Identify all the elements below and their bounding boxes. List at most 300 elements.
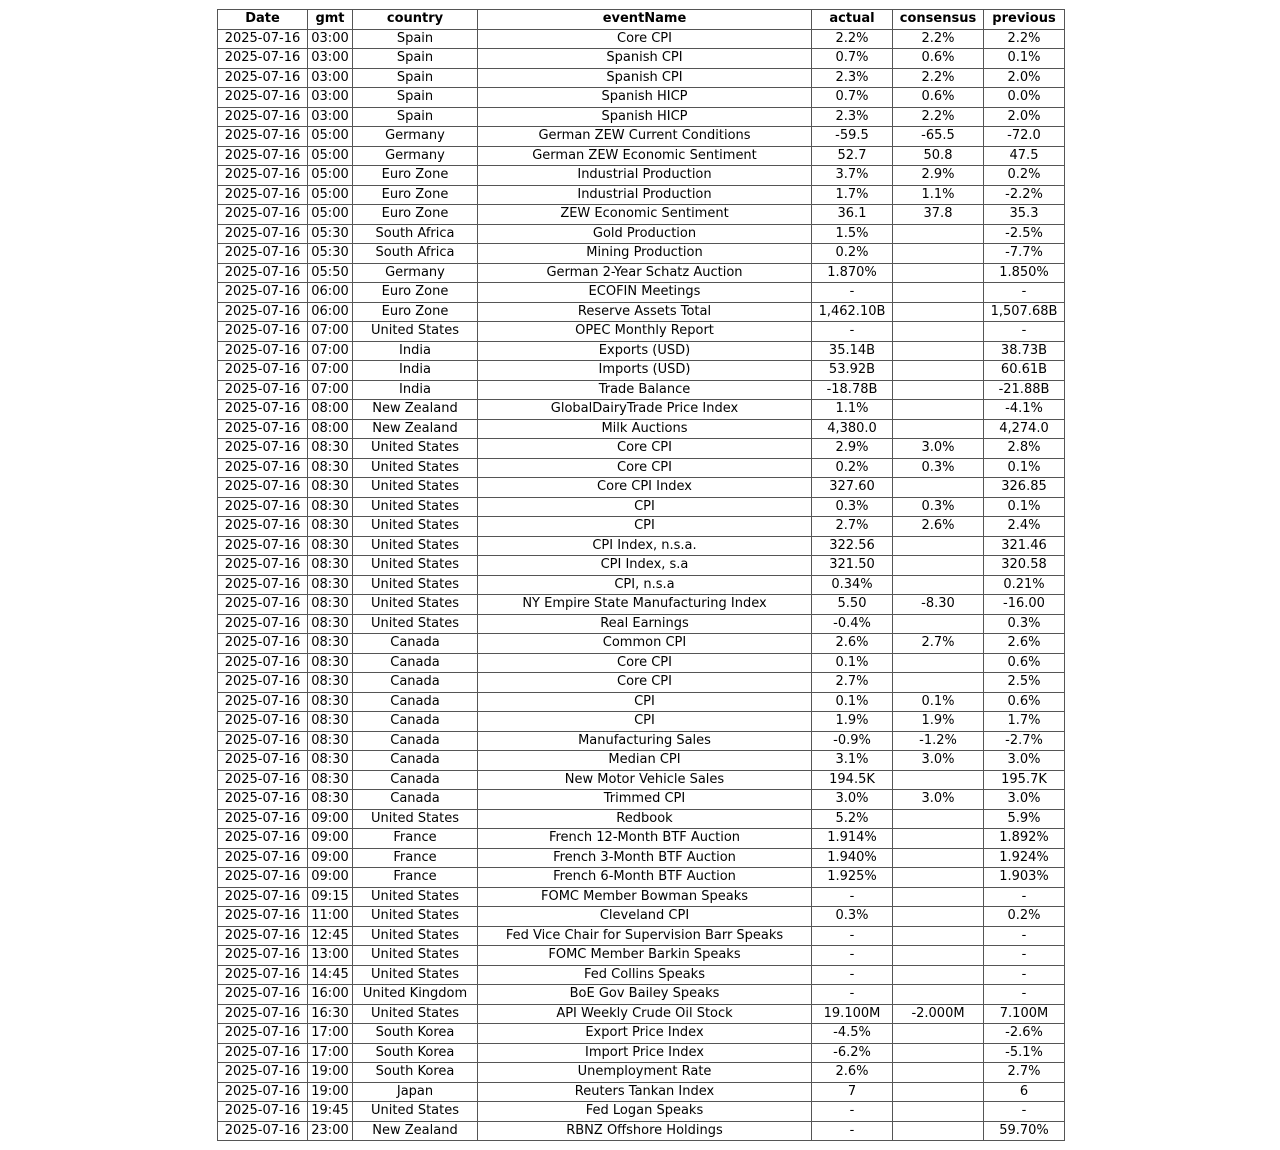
cell-consensus <box>893 926 984 946</box>
table-row <box>218 965 1065 985</box>
cell-gmt: 03:00 <box>308 107 353 127</box>
cell-country: United States <box>353 458 478 478</box>
cell-gmt: 05:30 <box>308 244 353 264</box>
cell-actual: 1.925% <box>812 868 893 888</box>
cell-country: Euro Zone <box>353 302 478 322</box>
cell-country: Spain <box>353 107 478 127</box>
cell-country: Canada <box>353 653 478 673</box>
cell-consensus: 3.0% <box>893 751 984 771</box>
table-row <box>218 107 1065 127</box>
cell-gmt: 05:00 <box>308 146 353 166</box>
cell-gmt: 08:30 <box>308 575 353 595</box>
cell-date: 2025-07-16 <box>218 673 308 693</box>
cell-actual: - <box>812 946 893 966</box>
cell-country: New Zealand <box>353 1121 478 1141</box>
cell-previous: 326.85 <box>984 478 1065 498</box>
cell-actual: 321.50 <box>812 556 893 576</box>
cell-date: 2025-07-16 <box>218 907 308 927</box>
cell-country: United States <box>353 887 478 907</box>
cell-event-name: Common CPI <box>478 634 812 654</box>
cell-country: India <box>353 361 478 381</box>
cell-previous: -72.0 <box>984 127 1065 147</box>
cell-country: United States <box>353 1102 478 1122</box>
cell-country: United States <box>353 517 478 537</box>
cell-actual: 3.0% <box>812 790 893 810</box>
cell-gmt: 05:00 <box>308 166 353 186</box>
cell-event-name: Industrial Production <box>478 166 812 186</box>
table-row <box>218 185 1065 205</box>
cell-actual: 1.1% <box>812 400 893 420</box>
cell-date: 2025-07-16 <box>218 1121 308 1141</box>
cell-gmt: 16:00 <box>308 985 353 1005</box>
cell-gmt: 08:30 <box>308 517 353 537</box>
cell-consensus <box>893 907 984 927</box>
cell-previous: - <box>984 283 1065 303</box>
cell-date: 2025-07-16 <box>218 127 308 147</box>
cell-date: 2025-07-16 <box>218 517 308 537</box>
cell-previous: 5.9% <box>984 809 1065 829</box>
cell-consensus: -1.2% <box>893 731 984 751</box>
cell-date: 2025-07-16 <box>218 809 308 829</box>
table-row <box>218 536 1065 556</box>
cell-actual: 1.7% <box>812 185 893 205</box>
cell-gmt: 08:30 <box>308 458 353 478</box>
cell-gmt: 06:00 <box>308 283 353 303</box>
cell-country: United States <box>353 926 478 946</box>
cell-gmt: 11:00 <box>308 907 353 927</box>
cell-date: 2025-07-16 <box>218 751 308 771</box>
cell-consensus <box>893 556 984 576</box>
cell-previous: -4.1% <box>984 400 1065 420</box>
cell-previous: -21.88B <box>984 380 1065 400</box>
table-row <box>218 439 1065 459</box>
cell-date: 2025-07-16 <box>218 322 308 342</box>
cell-event-name: ECOFIN Meetings <box>478 283 812 303</box>
table-row <box>218 478 1065 498</box>
cell-country: South Korea <box>353 1043 478 1063</box>
cell-actual: 3.7% <box>812 166 893 186</box>
cell-gmt: 13:00 <box>308 946 353 966</box>
cell-consensus: 50.8 <box>893 146 984 166</box>
cell-date: 2025-07-16 <box>218 965 308 985</box>
cell-consensus <box>893 868 984 888</box>
cell-event-name: FOMC Member Bowman Speaks <box>478 887 812 907</box>
cell-consensus <box>893 322 984 342</box>
cell-country: Canada <box>353 790 478 810</box>
table-row <box>218 614 1065 634</box>
cell-country: South Africa <box>353 244 478 264</box>
cell-date: 2025-07-16 <box>218 1004 308 1024</box>
cell-actual: 2.2% <box>812 29 893 49</box>
cell-event-name: German 2-Year Schatz Auction <box>478 263 812 283</box>
cell-actual: 2.7% <box>812 517 893 537</box>
cell-consensus: 2.9% <box>893 166 984 186</box>
cell-gmt: 17:00 <box>308 1024 353 1044</box>
cell-consensus: 0.6% <box>893 49 984 69</box>
cell-actual: 2.9% <box>812 439 893 459</box>
cell-event-name: Median CPI <box>478 751 812 771</box>
cell-country: Euro Zone <box>353 283 478 303</box>
cell-previous: 2.4% <box>984 517 1065 537</box>
cell-country: South Korea <box>353 1063 478 1083</box>
cell-country: United Kingdom <box>353 985 478 1005</box>
cell-gmt: 08:30 <box>308 653 353 673</box>
cell-gmt: 08:30 <box>308 634 353 654</box>
cell-consensus: 37.8 <box>893 205 984 225</box>
cell-event-name: Spanish HICP <box>478 88 812 108</box>
cell-country: New Zealand <box>353 419 478 439</box>
cell-gmt: 23:00 <box>308 1121 353 1141</box>
cell-country: United States <box>353 497 478 517</box>
cell-previous: 0.1% <box>984 497 1065 517</box>
cell-country: South Africa <box>353 224 478 244</box>
table-row <box>218 1024 1065 1044</box>
cell-gmt: 14:45 <box>308 965 353 985</box>
cell-consensus: 2.2% <box>893 107 984 127</box>
column-header-previous: previous <box>984 10 1065 30</box>
cell-gmt: 05:00 <box>308 205 353 225</box>
cell-event-name: GlobalDairyTrade Price Index <box>478 400 812 420</box>
cell-consensus: 0.6% <box>893 88 984 108</box>
cell-event-name: FOMC Member Barkin Speaks <box>478 946 812 966</box>
cell-previous: 3.0% <box>984 751 1065 771</box>
cell-consensus: 1.1% <box>893 185 984 205</box>
cell-actual: 1.870% <box>812 263 893 283</box>
cell-actual: 1.9% <box>812 712 893 732</box>
cell-country: France <box>353 868 478 888</box>
cell-consensus <box>893 341 984 361</box>
cell-date: 2025-07-16 <box>218 283 308 303</box>
cell-event-name: CPI Index, s.a <box>478 556 812 576</box>
cell-date: 2025-07-16 <box>218 458 308 478</box>
cell-event-name: Spanish HICP <box>478 107 812 127</box>
cell-actual: - <box>812 1102 893 1122</box>
cell-actual: 35.14B <box>812 341 893 361</box>
cell-event-name: Manufacturing Sales <box>478 731 812 751</box>
cell-previous: 2.6% <box>984 634 1065 654</box>
cell-event-name: Imports (USD) <box>478 361 812 381</box>
cell-date: 2025-07-16 <box>218 848 308 868</box>
table-row <box>218 946 1065 966</box>
cell-previous: 3.0% <box>984 790 1065 810</box>
cell-event-name: Core CPI <box>478 653 812 673</box>
table-row <box>218 205 1065 225</box>
cell-gmt: 08:30 <box>308 497 353 517</box>
cell-consensus <box>893 263 984 283</box>
cell-actual: 52.7 <box>812 146 893 166</box>
cell-event-name: Fed Vice Chair for Supervision Barr Speaks <box>478 926 812 946</box>
cell-country: Spain <box>353 49 478 69</box>
cell-actual: 2.6% <box>812 1063 893 1083</box>
cell-gmt: 08:30 <box>308 673 353 693</box>
cell-date: 2025-07-16 <box>218 68 308 88</box>
cell-event-name: API Weekly Crude Oil Stock <box>478 1004 812 1024</box>
cell-previous: 195.7K <box>984 770 1065 790</box>
cell-consensus: 1.9% <box>893 712 984 732</box>
cell-actual: 3.1% <box>812 751 893 771</box>
cell-previous: 1.892% <box>984 829 1065 849</box>
cell-gmt: 08:30 <box>308 692 353 712</box>
table-row <box>218 848 1065 868</box>
cell-country: New Zealand <box>353 400 478 420</box>
cell-previous: 0.3% <box>984 614 1065 634</box>
cell-consensus <box>893 946 984 966</box>
table-row <box>218 907 1065 927</box>
cell-previous: - <box>984 985 1065 1005</box>
cell-previous: 0.2% <box>984 166 1065 186</box>
cell-consensus: 2.7% <box>893 634 984 654</box>
cell-previous: 6 <box>984 1082 1065 1102</box>
cell-consensus: 0.3% <box>893 497 984 517</box>
cell-consensus <box>893 1024 984 1044</box>
cell-event-name: Real Earnings <box>478 614 812 634</box>
cell-consensus <box>893 1043 984 1063</box>
cell-previous: 2.2% <box>984 29 1065 49</box>
table-row <box>218 770 1065 790</box>
cell-date: 2025-07-16 <box>218 107 308 127</box>
cell-gmt: 08:30 <box>308 536 353 556</box>
cell-date: 2025-07-16 <box>218 224 308 244</box>
cell-consensus <box>893 965 984 985</box>
cell-previous: 1.903% <box>984 868 1065 888</box>
cell-country: United States <box>353 575 478 595</box>
cell-consensus <box>893 1121 984 1141</box>
cell-previous: 7.100M <box>984 1004 1065 1024</box>
cell-actual: 0.3% <box>812 907 893 927</box>
cell-country: United States <box>353 322 478 342</box>
cell-event-name: CPI, n.s.a <box>478 575 812 595</box>
cell-date: 2025-07-16 <box>218 614 308 634</box>
column-header-date: Date <box>218 10 308 30</box>
cell-consensus <box>893 887 984 907</box>
cell-actual: 0.2% <box>812 244 893 264</box>
cell-actual: -4.5% <box>812 1024 893 1044</box>
table-row <box>218 88 1065 108</box>
cell-gmt: 09:00 <box>308 809 353 829</box>
table-row <box>218 302 1065 322</box>
cell-previous: 0.1% <box>984 49 1065 69</box>
table-row <box>218 166 1065 186</box>
cell-country: Canada <box>353 634 478 654</box>
column-header-actual: actual <box>812 10 893 30</box>
table-row <box>218 556 1065 576</box>
cell-actual: 1.914% <box>812 829 893 849</box>
cell-actual: 0.34% <box>812 575 893 595</box>
table-row <box>218 283 1065 303</box>
cell-gmt: 08:30 <box>308 556 353 576</box>
cell-event-name: Spanish CPI <box>478 68 812 88</box>
cell-actual: - <box>812 283 893 303</box>
table-row <box>218 1082 1065 1102</box>
cell-event-name: Redbook <box>478 809 812 829</box>
cell-gmt: 03:00 <box>308 29 353 49</box>
cell-previous: -2.5% <box>984 224 1065 244</box>
cell-gmt: 09:15 <box>308 887 353 907</box>
cell-consensus: 2.6% <box>893 517 984 537</box>
table-row <box>218 809 1065 829</box>
cell-event-name: Exports (USD) <box>478 341 812 361</box>
table-row <box>218 712 1065 732</box>
table-row <box>218 692 1065 712</box>
cell-country: Euro Zone <box>353 166 478 186</box>
table-row <box>218 790 1065 810</box>
cell-date: 2025-07-16 <box>218 575 308 595</box>
cell-gmt: 07:00 <box>308 341 353 361</box>
cell-consensus: 2.2% <box>893 68 984 88</box>
cell-event-name: Milk Auctions <box>478 419 812 439</box>
cell-actual: 0.2% <box>812 458 893 478</box>
cell-actual: 1.940% <box>812 848 893 868</box>
cell-actual: 2.3% <box>812 107 893 127</box>
cell-date: 2025-07-16 <box>218 146 308 166</box>
cell-event-name: Industrial Production <box>478 185 812 205</box>
cell-country: United States <box>353 439 478 459</box>
table-row <box>218 731 1065 751</box>
cell-country: United States <box>353 1004 478 1024</box>
cell-country: Japan <box>353 1082 478 1102</box>
cell-consensus: 3.0% <box>893 790 984 810</box>
cell-date: 2025-07-16 <box>218 946 308 966</box>
cell-date: 2025-07-16 <box>218 497 308 517</box>
cell-event-name: Core CPI <box>478 439 812 459</box>
cell-gmt: 08:00 <box>308 419 353 439</box>
cell-previous: -7.7% <box>984 244 1065 264</box>
cell-gmt: 08:30 <box>308 439 353 459</box>
cell-previous: 0.2% <box>984 907 1065 927</box>
cell-gmt: 08:30 <box>308 595 353 615</box>
cell-gmt: 07:00 <box>308 322 353 342</box>
cell-actual: 0.3% <box>812 497 893 517</box>
cell-previous: - <box>984 965 1065 985</box>
cell-date: 2025-07-16 <box>218 634 308 654</box>
cell-date: 2025-07-16 <box>218 380 308 400</box>
cell-previous: - <box>984 887 1065 907</box>
table-row <box>218 68 1065 88</box>
cell-date: 2025-07-16 <box>218 712 308 732</box>
table-row <box>218 829 1065 849</box>
cell-consensus: 2.2% <box>893 29 984 49</box>
cell-event-name: Core CPI <box>478 673 812 693</box>
table-row <box>218 341 1065 361</box>
cell-country: United States <box>353 907 478 927</box>
cell-event-name: French 3-Month BTF Auction <box>478 848 812 868</box>
cell-consensus: -8.30 <box>893 595 984 615</box>
cell-event-name: BoE Gov Bailey Speaks <box>478 985 812 1005</box>
cell-previous: -2.6% <box>984 1024 1065 1044</box>
cell-event-name: Trimmed CPI <box>478 790 812 810</box>
column-header-country: country <box>353 10 478 30</box>
cell-event-name: RBNZ Offshore Holdings <box>478 1121 812 1141</box>
table-row <box>218 653 1065 673</box>
cell-previous: 2.0% <box>984 68 1065 88</box>
cell-country: United States <box>353 595 478 615</box>
cell-event-name: CPI <box>478 497 812 517</box>
cell-event-name: French 12-Month BTF Auction <box>478 829 812 849</box>
cell-country: Canada <box>353 751 478 771</box>
cell-previous: - <box>984 1102 1065 1122</box>
cell-event-name: Spanish CPI <box>478 49 812 69</box>
cell-previous: - <box>984 926 1065 946</box>
cell-event-name: Mining Production <box>478 244 812 264</box>
table-row <box>218 868 1065 888</box>
cell-gmt: 17:00 <box>308 1043 353 1063</box>
cell-date: 2025-07-16 <box>218 1102 308 1122</box>
cell-country: United States <box>353 556 478 576</box>
cell-country: Germany <box>353 146 478 166</box>
table-row <box>218 751 1065 771</box>
cell-actual: 0.1% <box>812 692 893 712</box>
cell-gmt: 05:30 <box>308 224 353 244</box>
cell-country: India <box>353 380 478 400</box>
cell-event-name: New Motor Vehicle Sales <box>478 770 812 790</box>
cell-date: 2025-07-16 <box>218 1063 308 1083</box>
table-row <box>218 1063 1065 1083</box>
cell-country: Canada <box>353 731 478 751</box>
cell-date: 2025-07-16 <box>218 595 308 615</box>
table-row <box>218 926 1065 946</box>
cell-actual: - <box>812 322 893 342</box>
cell-consensus <box>893 985 984 1005</box>
cell-consensus: 0.3% <box>893 458 984 478</box>
cell-consensus <box>893 361 984 381</box>
cell-previous: -2.2% <box>984 185 1065 205</box>
cell-previous: -5.1% <box>984 1043 1065 1063</box>
cell-country: India <box>353 341 478 361</box>
cell-actual: -0.9% <box>812 731 893 751</box>
cell-consensus: 3.0% <box>893 439 984 459</box>
cell-date: 2025-07-16 <box>218 361 308 381</box>
cell-consensus <box>893 419 984 439</box>
cell-country: Germany <box>353 127 478 147</box>
table-row <box>218 400 1065 420</box>
cell-actual: - <box>812 985 893 1005</box>
cell-actual: 5.50 <box>812 595 893 615</box>
cell-event-name: German ZEW Economic Sentiment <box>478 146 812 166</box>
cell-gmt: 08:30 <box>308 790 353 810</box>
cell-consensus <box>893 224 984 244</box>
cell-actual: 0.1% <box>812 653 893 673</box>
cell-consensus <box>893 478 984 498</box>
cell-actual: -59.5 <box>812 127 893 147</box>
cell-previous: 1.7% <box>984 712 1065 732</box>
cell-gmt: 03:00 <box>308 68 353 88</box>
cell-consensus <box>893 283 984 303</box>
cell-consensus <box>893 848 984 868</box>
cell-actual: 2.3% <box>812 68 893 88</box>
cell-country: Spain <box>353 68 478 88</box>
economic-events-table <box>217 9 1065 1141</box>
cell-consensus <box>893 1082 984 1102</box>
cell-consensus <box>893 536 984 556</box>
column-header-event-name: eventName <box>478 10 812 30</box>
cell-gmt: 09:00 <box>308 868 353 888</box>
cell-gmt: 09:00 <box>308 848 353 868</box>
cell-gmt: 08:30 <box>308 731 353 751</box>
cell-gmt: 19:45 <box>308 1102 353 1122</box>
cell-country: Germany <box>353 263 478 283</box>
cell-event-name: Fed Logan Speaks <box>478 1102 812 1122</box>
cell-country: United States <box>353 478 478 498</box>
cell-date: 2025-07-16 <box>218 1082 308 1102</box>
table-row <box>218 497 1065 517</box>
cell-event-name: Cleveland CPI <box>478 907 812 927</box>
cell-actual: 194.5K <box>812 770 893 790</box>
cell-previous: 0.21% <box>984 575 1065 595</box>
cell-gmt: 07:00 <box>308 380 353 400</box>
cell-date: 2025-07-16 <box>218 88 308 108</box>
cell-consensus <box>893 302 984 322</box>
cell-actual: - <box>812 965 893 985</box>
